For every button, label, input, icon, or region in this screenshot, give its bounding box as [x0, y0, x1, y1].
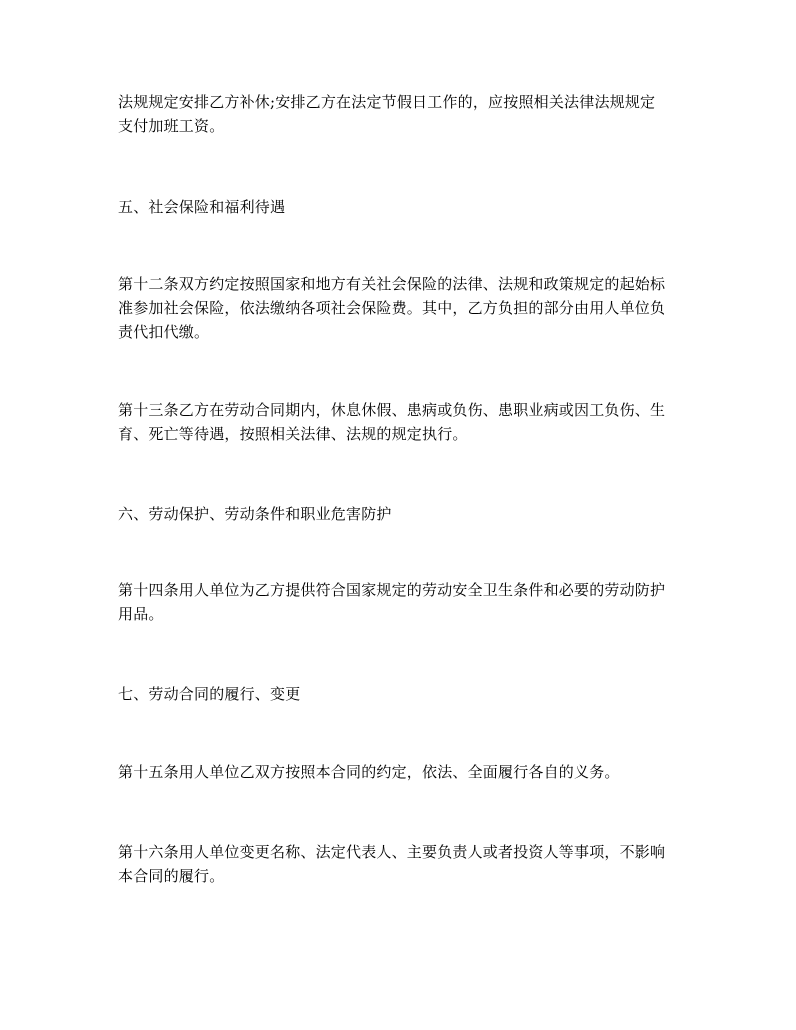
text-line: 第十五条用人单位乙双方按照本合同的约定，依法、全面履行各自的义务。 [118, 763, 620, 781]
section-heading-social-insurance [118, 195, 688, 219]
section-heading-contract-performance [118, 682, 688, 706]
text-line: 法规规定安排乙方补休;安排乙方在法定节假日工作的，应按照相关法律法规规定 [118, 93, 656, 111]
text-line: 第十三条乙方在劳动合同期内，休息休假、患病或负伤、患职业病或因工负伤、生 [118, 401, 666, 419]
text-line: 用品。 [118, 605, 164, 623]
article-13 [118, 398, 688, 446]
text-line: 第十二条双方约定按照国家和地方有关社会保险的法律、法规和政策规定的起始标 [118, 275, 666, 293]
article-12 [118, 272, 688, 344]
text-line: 本合同的履行。 [118, 867, 225, 885]
section-heading-labor-protection [118, 502, 688, 526]
text-line: 支付加班工资。 [118, 117, 225, 135]
section-heading: 七、劳动合同的履行、变更 [118, 685, 301, 703]
section-heading: 六、劳动保护、劳动条件和职业危害防护 [118, 505, 392, 523]
article-15 [118, 760, 688, 784]
paragraph-overtime-pay [118, 90, 688, 138]
text-line: 第十六条用人单位变更名称、法定代表人、主要负责人或者投资人等事项，不影响 [118, 843, 666, 861]
text-line: 育、死亡等待遇，按照相关法律、法规的规定执行。 [118, 425, 468, 443]
text-line: 第十四条用人单位为乙方提供符合国家规定的劳动安全卫生条件和必要的劳动防护 [118, 581, 666, 599]
text-line: 准参加社会保险，依法缴纳各项社会保险费。其中，乙方负担的部分由用人单位负 [118, 299, 666, 317]
text-line: 责代扣代缴。 [118, 323, 210, 341]
article-14 [118, 578, 688, 626]
section-heading: 五、社会保险和福利待遇 [118, 198, 286, 216]
article-16 [118, 840, 688, 888]
